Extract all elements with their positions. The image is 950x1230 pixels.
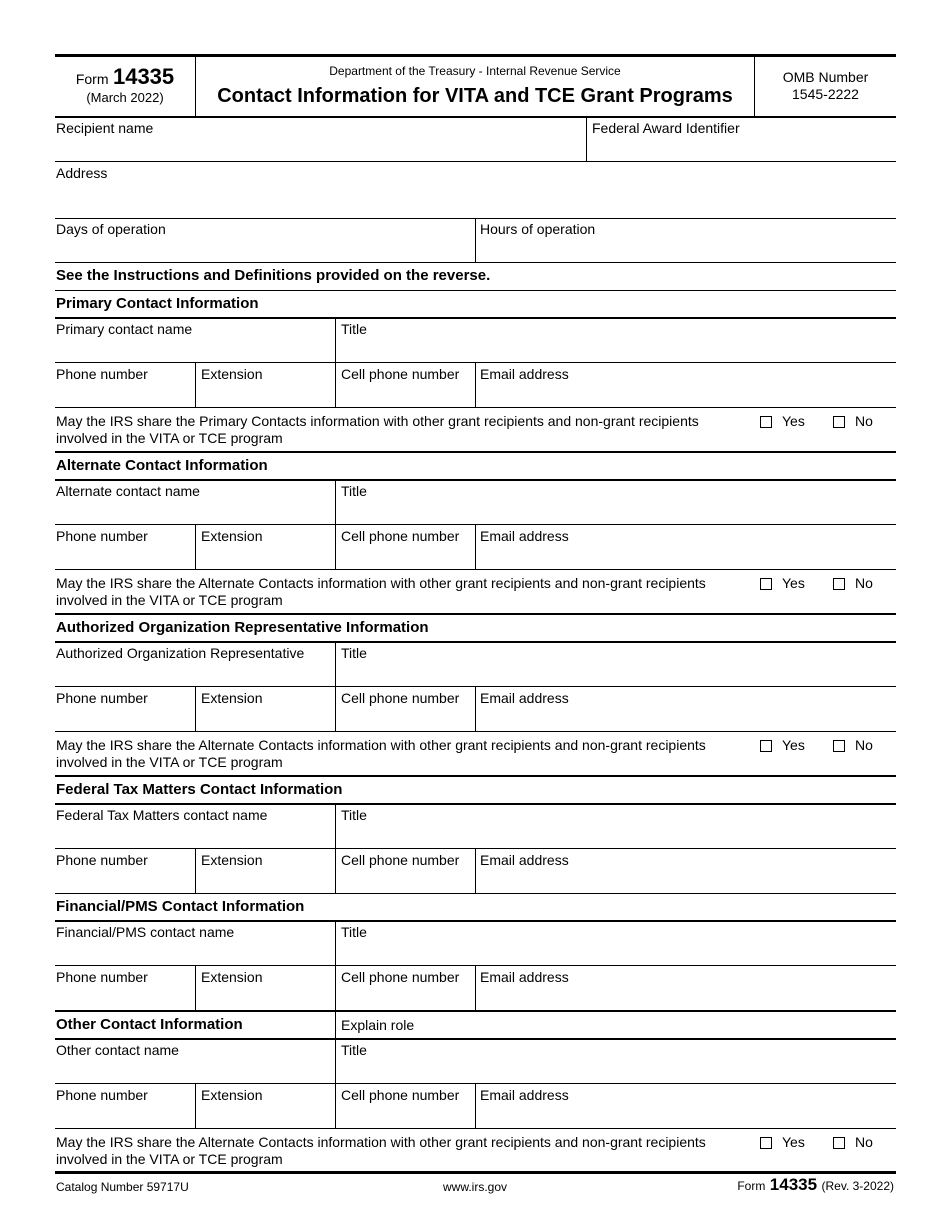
aor-section-heading: Authorized Organization Representative Information [56,619,429,636]
rule [55,613,896,615]
alternate-share-no-label: No [855,575,873,591]
rule [55,731,896,732]
alternate-contact-name-label: Alternate contact name [56,483,200,499]
alternate-title-field[interactable] [341,500,892,524]
aor-cell-field[interactable] [341,707,472,731]
alternate-extension-label: Extension [201,528,263,544]
aor-contact-name-field[interactable] [56,662,332,686]
other-title-field[interactable] [341,1059,892,1083]
rule [55,920,896,922]
primary-share-yes-label: Yes [782,413,805,429]
other-title-label: Title [341,1042,367,1058]
instructions-note: See the Instructions and Definitions provided on the reverse. [56,267,491,284]
rule [55,407,896,408]
financial-phone-label: Phone number [56,969,148,985]
rule [55,161,896,162]
aor-extension-label: Extension [201,690,263,706]
rule [55,1128,896,1129]
divider [475,965,476,1011]
divider [475,218,476,263]
aor-extension-field[interactable] [201,707,332,731]
ftm-email-field[interactable] [480,869,892,893]
financial-title-label: Title [341,924,367,940]
rule [55,775,896,777]
divider [475,1083,476,1129]
ftm-section-heading: Federal Tax Matters Contact Information [56,781,343,798]
other-share-yes-label: Yes [782,1134,805,1150]
recipient-name-label: Recipient name [56,120,154,136]
ftm-cell-field[interactable] [341,869,472,893]
aor-share-question: May the IRS share the Alternate Contacts information with other grant recipients and non-grant recipients involved in the VITA or TCE program [56,737,706,770]
rule [55,479,896,481]
divider [195,1083,196,1129]
page-title: Contact Information for VITA and TCE Grant Programs [217,85,733,107]
primary-email-field[interactable] [480,383,892,407]
other-extension-field[interactable] [201,1104,332,1128]
divider [475,524,476,570]
form-number: 14335 [112,64,175,89]
primary-title-label: Title [341,321,367,337]
rule [55,451,896,453]
ftm-extension-field[interactable] [201,869,332,893]
other-share-no-checkbox[interactable] [833,1137,845,1149]
catalog-number: Catalog Number 59717U [56,1180,189,1194]
alternate-extension-field[interactable] [201,545,332,569]
ftm-phone-label: Phone number [56,852,148,868]
omb-label: OMB Number [782,69,869,85]
alternate-cell-label: Cell phone number [341,528,460,544]
other-phone-label: Phone number [56,1087,148,1103]
primary-phone-label: Phone number [56,366,148,382]
aor-share-yes-label: Yes [782,737,805,753]
header-bottom-rule [55,116,896,118]
aor-share-no-label: No [855,737,873,753]
primary-extension-field[interactable] [201,383,332,407]
aor-share-yes-checkbox[interactable] [760,740,772,752]
rule [55,803,896,805]
address-field[interactable] [56,183,892,217]
divider [195,686,196,732]
divider [335,642,336,732]
other-section-heading: Other Contact Information [56,1016,243,1033]
ftm-phone-field[interactable] [56,869,192,893]
divider [586,117,587,162]
divider [335,921,336,1011]
alternate-share-no-checkbox[interactable] [833,578,845,590]
primary-contact-name-field[interactable] [56,338,332,362]
federal-award-identifier-label: Federal Award Identifier [592,120,740,136]
primary-share-no-label: No [855,413,873,429]
form-id-block [55,64,195,105]
footer-form-id [737,1175,894,1195]
primary-title-field[interactable] [341,338,892,362]
financial-section-heading: Financial/PMS Contact Information [56,898,305,915]
alternate-share-yes-checkbox[interactable] [760,578,772,590]
aor-email-field[interactable] [480,707,892,731]
other-phone-field[interactable] [56,1104,192,1128]
alternate-title-label: Title [341,483,367,499]
recipient-name-field[interactable] [56,137,586,161]
website: www.irs.gov [442,1180,507,1194]
rule [55,569,896,570]
rule [55,290,896,291]
other-contact-name-label: Other contact name [56,1042,179,1058]
footer-form-word: Form [737,1179,766,1193]
aor-title-label: Title [341,645,367,661]
alternate-email-label: Email address [480,528,569,544]
aor-contact-name-label: Authorized Organization Representative [56,645,305,661]
footer-rule [55,1171,896,1174]
ftm-extension-label: Extension [201,852,263,868]
header-top-rule [55,54,896,57]
explain-role-label: Explain role [341,1017,415,1033]
ftm-title-label: Title [341,807,367,823]
aor-email-label: Email address [480,690,569,706]
divider [335,318,336,408]
divider [475,362,476,408]
primary-share-yes-checkbox[interactable] [760,416,772,428]
divider [195,362,196,408]
footer-revision: (Rev. 3-2022) [821,1179,894,1193]
divider [475,848,476,894]
divider [195,965,196,1011]
primary-cell-field[interactable] [341,383,472,407]
form-word: Form [75,71,109,87]
other-share-yes-checkbox[interactable] [760,1137,772,1149]
ftm-contact-name-label: Federal Tax Matters contact name [56,807,268,823]
alternate-email-field[interactable] [480,545,892,569]
alternate-contact-name-field[interactable] [56,500,332,524]
alternate-section-heading: Alternate Contact Information [56,457,268,474]
footer-form-number: 14335 [769,1175,818,1194]
financial-contact-name-label: Financial/PMS contact name [56,924,235,940]
divider [335,480,336,570]
ftm-title-field[interactable] [341,824,892,848]
days-of-operation-label: Days of operation [56,221,166,237]
other-share-question: May the IRS share the Alternate Contacts information with other grant recipients and non-grant recipients involved in the VITA or TCE program [56,1134,706,1167]
other-contact-name-field[interactable] [56,1059,332,1083]
alternate-share-question: May the IRS share the Alternate Contacts information with other grant recipients and non-grant recipients involved in the VITA or TCE program [56,575,706,608]
address-label: Address [56,165,108,181]
alternate-cell-field[interactable] [341,545,472,569]
other-extension-label: Extension [201,1087,263,1103]
primary-extension-label: Extension [201,366,263,382]
federal-award-identifier-field[interactable] [592,137,892,161]
explain-role-field[interactable] [430,1014,892,1036]
other-cell-field[interactable] [341,1104,472,1128]
financial-cell-label: Cell phone number [341,969,460,985]
rule [55,641,896,643]
primary-email-label: Email address [480,366,569,382]
divider [475,686,476,732]
ftm-cell-label: Cell phone number [341,852,460,868]
alternate-phone-field[interactable] [56,545,192,569]
financial-email-field[interactable] [480,986,892,1010]
other-cell-label: Cell phone number [341,1087,460,1103]
financial-cell-field[interactable] [341,986,472,1010]
aor-phone-field[interactable] [56,707,192,731]
financial-email-label: Email address [480,969,569,985]
divider [335,804,336,894]
aor-phone-label: Phone number [56,690,148,706]
financial-title-field[interactable] [341,941,892,965]
aor-title-field[interactable] [341,662,892,686]
days-of-operation-field[interactable] [56,238,472,262]
primary-share-question: May the IRS share the Primary Contacts information with other grant recipients and non-grant recipients involved in the VITA or TCE program [56,413,699,446]
ftm-contact-name-field[interactable] [56,824,332,848]
divider [335,1011,336,1129]
rule [55,1038,896,1040]
financial-extension-label: Extension [201,969,263,985]
rule [55,1010,896,1012]
divider [195,524,196,570]
primary-phone-field[interactable] [56,383,192,407]
rule [55,262,896,263]
other-share-no-label: No [855,1134,873,1150]
divider [195,848,196,894]
form-date: (March 2022) [86,90,164,105]
primary-share-no-checkbox[interactable] [833,416,845,428]
rule [55,317,896,319]
hours-of-operation-field[interactable] [480,238,892,262]
alternate-phone-label: Phone number [56,528,148,544]
hours-of-operation-label: Hours of operation [480,221,596,237]
financial-contact-name-field[interactable] [56,941,332,965]
ftm-email-label: Email address [480,852,569,868]
agency: Department of the Treasury - Internal Revenue Service [329,64,621,78]
primary-cell-label: Cell phone number [341,366,460,382]
omb-number: 1545-2222 [792,86,859,102]
financial-phone-field[interactable] [56,986,192,1010]
aor-cell-label: Cell phone number [341,690,460,706]
primary-section-heading: Primary Contact Information [56,295,259,312]
primary-contact-name-label: Primary contact name [56,321,193,337]
other-email-label: Email address [480,1087,569,1103]
aor-share-no-checkbox[interactable] [833,740,845,752]
rule [55,893,896,894]
financial-extension-field[interactable] [201,986,332,1010]
alternate-share-yes-label: Yes [782,575,805,591]
other-email-field[interactable] [480,1104,892,1128]
